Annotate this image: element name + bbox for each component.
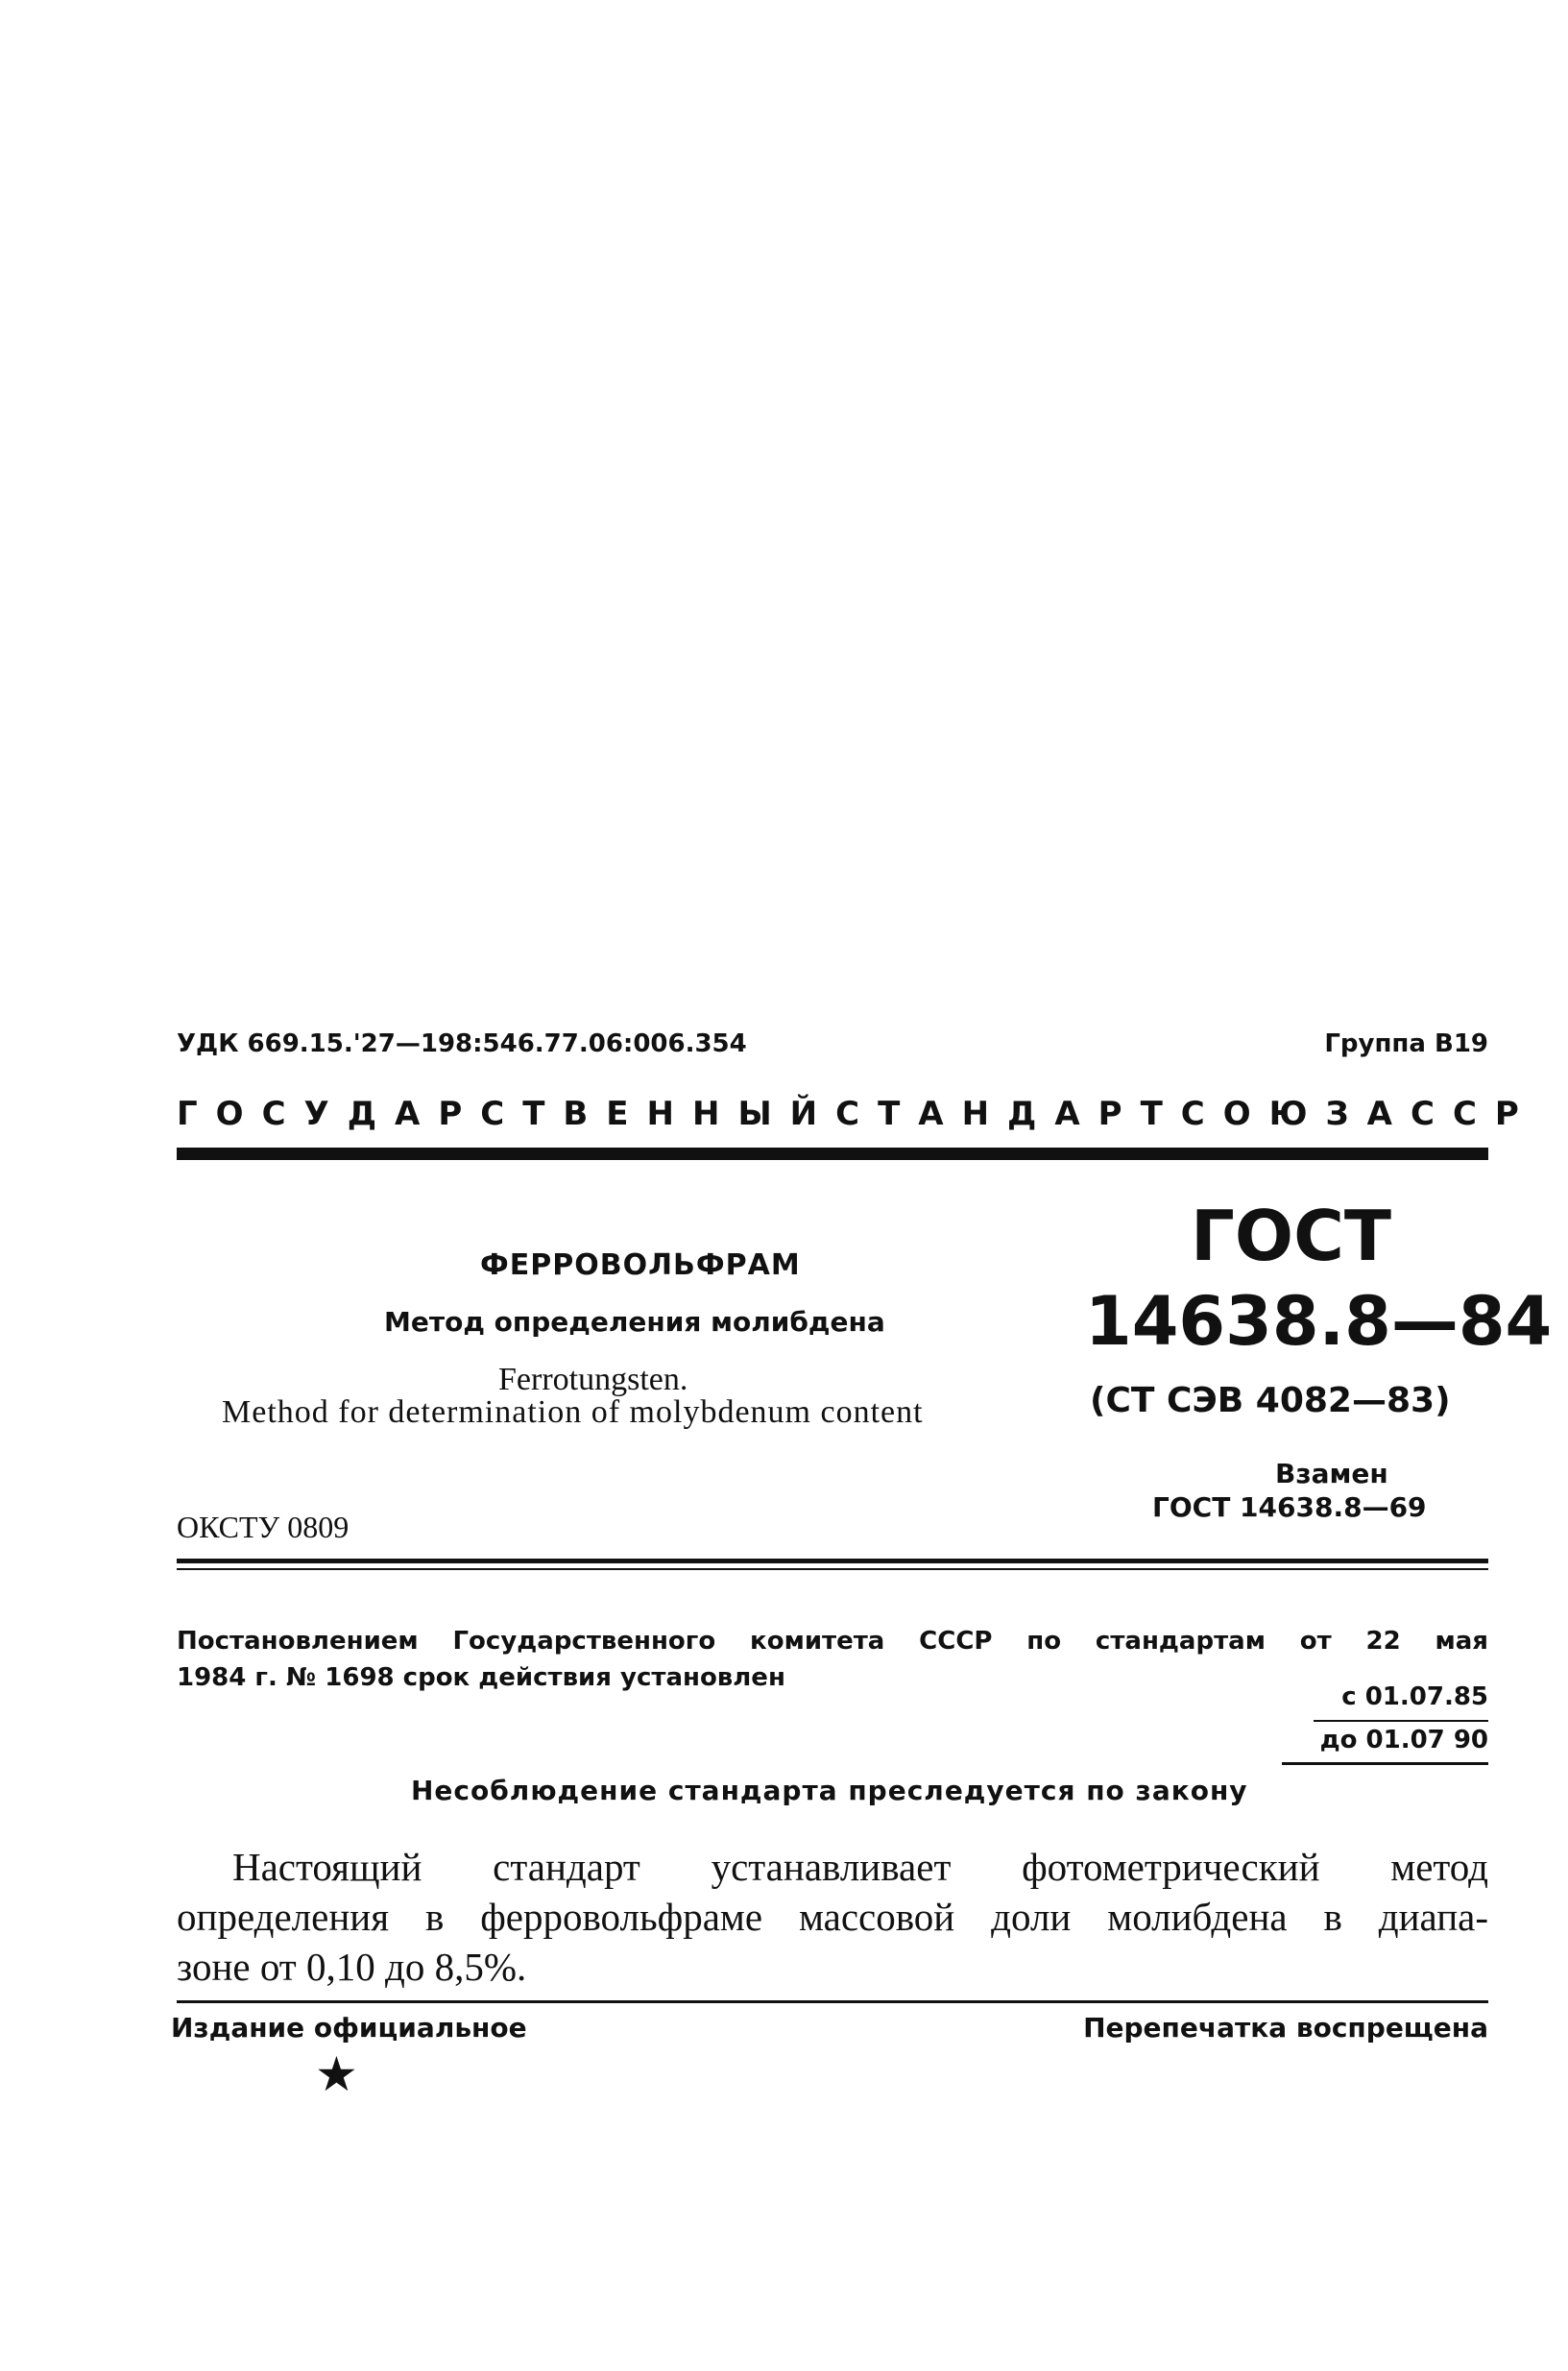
okstu-code: ОКСТУ 0809 xyxy=(177,1510,350,1544)
decree-text xyxy=(177,1623,1488,1696)
title-ru-method: Метод определения молибдена xyxy=(384,1306,885,1338)
st-sev-designation: (СТ СЭВ 4082—83) xyxy=(1090,1381,1451,1420)
title-ru-name: ФЕРРОВОЛЬФРАМ xyxy=(480,1248,801,1282)
state-standard-title xyxy=(177,1095,1537,1133)
law-notice: Несоблюдение стандарта преследуется по закону xyxy=(411,1775,1248,1806)
udk-code: УДК 669.15.'27—198:546.77.06:006.354 xyxy=(177,1029,747,1058)
date-from-underline xyxy=(1314,1720,1488,1722)
official-edition-label: Издание официальное xyxy=(171,2012,527,2044)
decree-line-1: Постановлением Государственного комитета СССР по стандартам от 22 мая xyxy=(177,1627,1488,1656)
section-rule-thin xyxy=(177,1568,1488,1570)
state-title-word-4: ССР xyxy=(1411,1095,1537,1133)
scope-line-1: Настоящий стандарт устанавливает фотометрический метод xyxy=(232,1845,1488,1889)
scope-line-2: определения в ферровольфраме массовой доли молибдена в диапа- xyxy=(177,1895,1488,1939)
decree-line-2: 1984 г. № 1698 срок действия установлен xyxy=(177,1663,785,1692)
gost-number: 14638.8—84 xyxy=(1085,1282,1553,1361)
state-title-word-2: СТАНДАРТ xyxy=(835,1095,1181,1133)
state-title-word-3: СОЮЗА xyxy=(1180,1095,1411,1133)
replaces-value: ГОСТ 14638.8—69 xyxy=(1152,1491,1427,1523)
title-en-line2: Method for determination of molybdenum content xyxy=(222,1394,924,1430)
validity-date-from: с 01.07.85 xyxy=(1341,1682,1488,1711)
replaces-label: Взамен xyxy=(1275,1458,1388,1489)
validity-date-to: до 01.07 90 xyxy=(1319,1726,1488,1754)
reprint-prohibited-label: Перепечатка воспрещена xyxy=(1083,2012,1488,2044)
group-code: Группа В19 xyxy=(1324,1029,1488,1058)
title-en-line1: Ferrotungsten. xyxy=(498,1362,688,1397)
state-title-word-1: ГОСУДАРСТВЕННЫЙ xyxy=(177,1095,836,1133)
scope-paragraph xyxy=(177,1842,1488,1992)
header-thick-rule xyxy=(177,1148,1488,1160)
footer-rule xyxy=(177,2000,1488,2003)
date-to-underline xyxy=(1282,1762,1488,1765)
gost-label: ГОСТ xyxy=(1191,1196,1392,1276)
scope-line-3: зоне от 0,10 до 8,5%. xyxy=(177,1945,527,1989)
section-rule-thick xyxy=(177,1559,1488,1563)
star-icon: ★ xyxy=(315,2046,358,2102)
